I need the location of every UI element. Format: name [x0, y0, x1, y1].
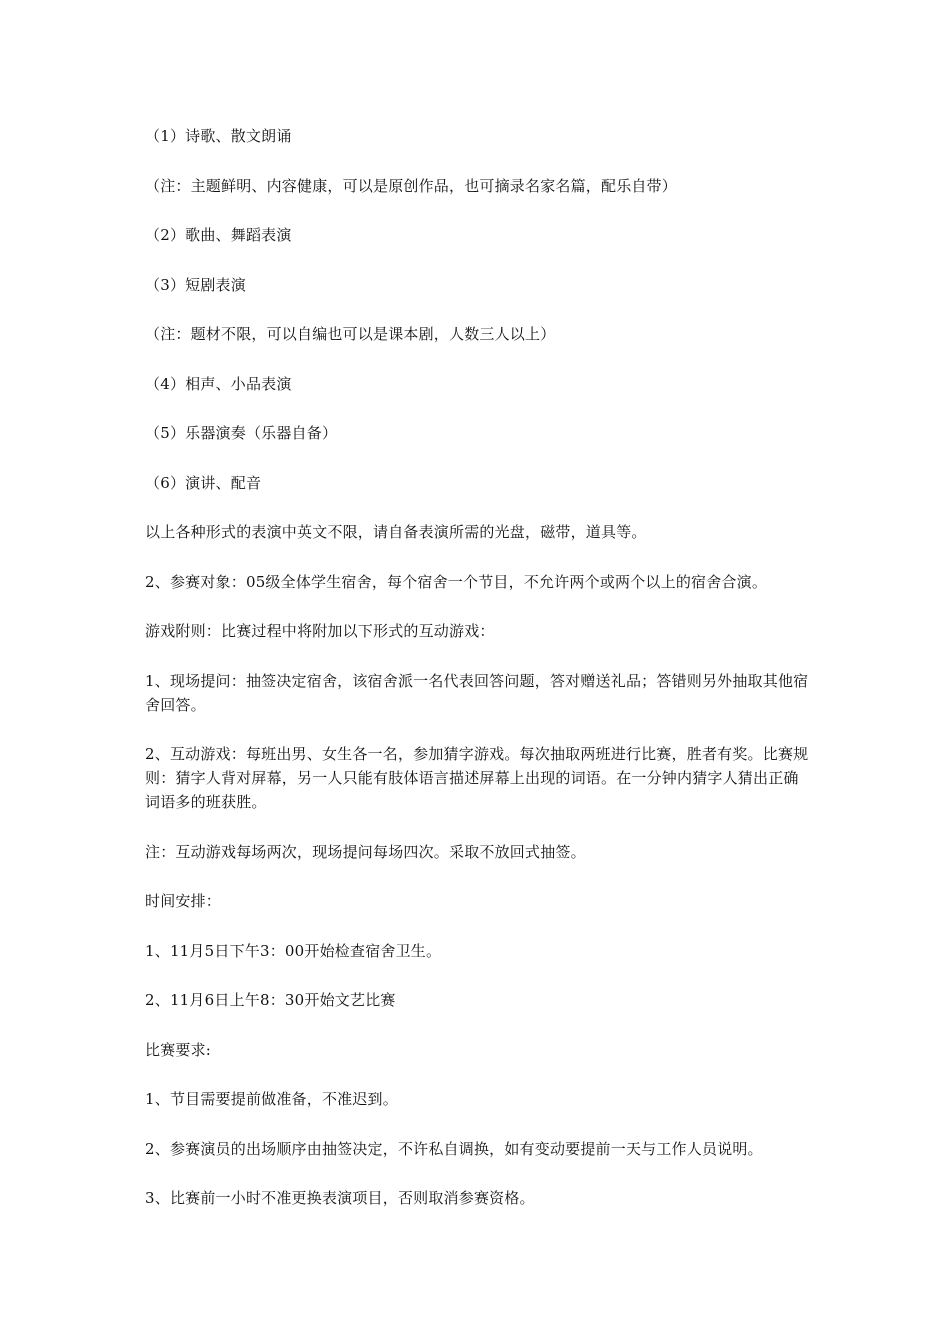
item-song-dance: （2）歌曲、舞蹈表演 — [145, 226, 292, 244]
item-speech-dubbing: （6）演讲、配音 — [145, 473, 262, 492]
schedule-item-1: 1、11月5日下午3：00开始检查宿舍卫生。 — [145, 941, 442, 960]
requirement-3: 3、比赛前一小时不准更换表演项目，否则取消参赛资格。 — [145, 1189, 535, 1207]
item-crosstalk-skit: （4）相声、小品表演 — [145, 374, 292, 393]
schedule-heading: 时间安排： — [145, 892, 222, 910]
performance-note: 以上各种形式的表演中英文不限，请自备表演所需的光盘，磁带，道具等。 — [145, 523, 647, 541]
note-short-play: （注：题材不限，可以自编也可以是课本剧，人数三人以上） — [145, 325, 556, 343]
game-rules-heading: 游戏附则：比赛过程中将附加以下形式的互动游戏： — [145, 622, 495, 640]
schedule-item-2: 2、11月6日上午8：30开始文艺比赛 — [145, 991, 396, 1009]
item-short-play: （3）短剧表演 — [145, 275, 246, 294]
requirement-2: 2、参赛演员的出场顺序由抽签决定，不许私自调换，如有变动要提前一天与工作人员说明。 — [145, 1139, 763, 1158]
requirement-1: 1、节目需要提前做准备，不准迟到。 — [145, 1090, 398, 1108]
game-note: 注：互动游戏每场两次，现场提问每场四次。采取不放回式抽签。 — [145, 842, 586, 861]
note-poetry-recitation: （注：主题鲜明、内容健康，可以是原创作品，也可摘录名家名篇，配乐自带） — [145, 176, 678, 195]
item-poetry-recitation: （1）诗歌、散文朗诵 — [145, 127, 292, 145]
requirements-heading: 比赛要求: — [145, 1040, 212, 1059]
participants: 2、参赛对象：05级全体学生宿舍，每个宿舍一个节目，不允许两个或两个以上的宿舍合演。 — [145, 572, 768, 591]
document-body — [145, 124, 811, 1236]
item-instrument: （5）乐器演奏（乐器自备） — [145, 424, 338, 442]
game-rule-interactive: 2、互动游戏：每班出男、女生各一名，参加猜字游戏。每次抽取两班进行比赛，胜者有奖。比赛规则：猜字人背对屏幕，另一人只能有肢体语言描述屏幕上出现的词语。在一分钟内猜字人猜出正确词语多的班获胜。 — [145, 745, 809, 811]
game-rule-onsite-question: 1、现场提问：抽签决定宿舍，该宿舍派一名代表回答问题，答对赠送礼品；答错则另外抽取其他宿舍回答。 — [145, 671, 809, 714]
